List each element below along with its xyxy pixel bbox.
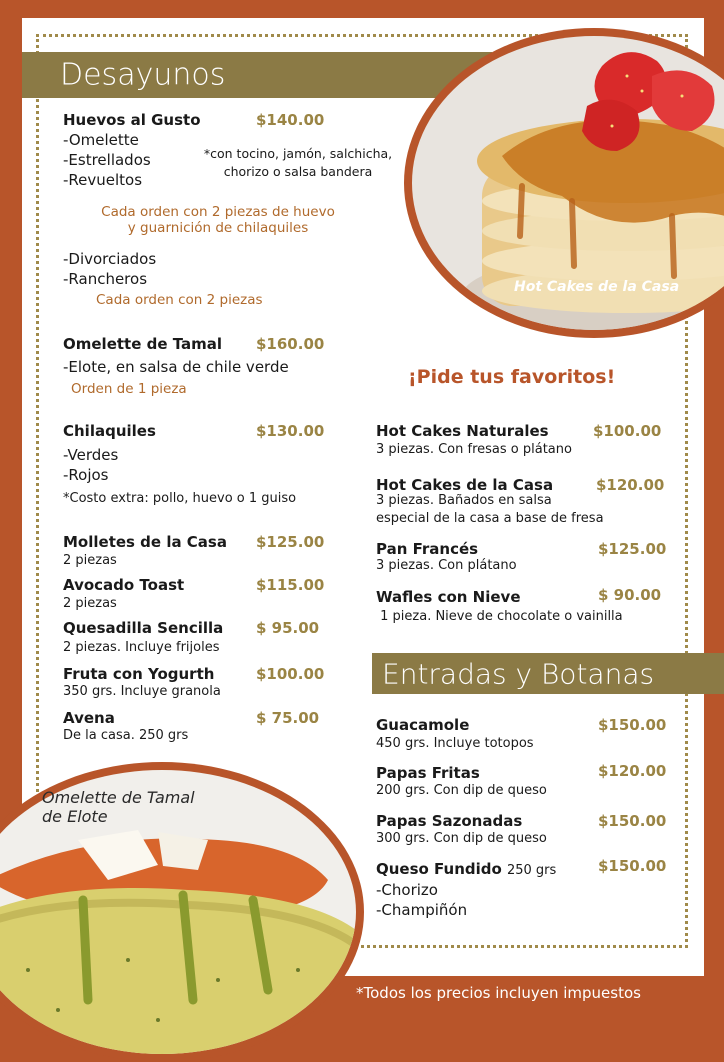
huevos-option: -Revueltos [63,171,143,189]
huevos-order-note [88,204,348,236]
omelette-caption-line: de Elote [42,807,108,826]
huevos-price: $140.00 [256,111,325,129]
favorito-name: Pan Francés [376,540,479,558]
entrada-price: $150.00 [598,716,667,734]
queso-fundido-price: $150.00 [598,857,667,875]
entradas-title: Entradas y Botanas [382,657,655,690]
menu-item-price: $ 75.00 [256,709,320,727]
queso-option: -Chorizo [376,881,438,899]
entradas-banner [372,653,724,694]
chilaquiles-price: $130.00 [256,422,325,440]
menu-item-price: $115.00 [256,576,325,594]
chilaquiles-option: -Rojos [63,466,109,484]
huevos-extras-line: *con tocino, jamón, salchicha, [203,146,393,161]
huevos-option: -Estrellados [63,151,151,169]
menu-item-desc: 350 grs. Incluye granola [63,684,221,699]
huevos-option: -Rancheros [63,270,148,288]
favorito-desc: 1 pieza. Nieve de chocolate o vainilla [376,609,623,624]
favoritos-title: ¡Pide tus favoritos! [408,366,616,388]
omelette-caption [42,788,195,826]
favorito-desc: especial de la casa a base de fresa [376,511,604,526]
menu-item-price: $125.00 [256,533,325,551]
entrada-price: $150.00 [598,812,667,830]
favorito-desc: 3 piezas. Con plátano [376,558,517,573]
huevos-order-note-2: Cada orden con 2 piezas [96,292,263,308]
entrada-desc: 300 grs. Con dip de queso [376,831,547,846]
menu-item-desc: 2 piezas. Incluye frijoles [63,640,220,655]
huevos-order-line: y guarnición de chilaquiles [127,220,309,236]
favorito-price: $125.00 [598,540,667,558]
favorito-price: $120.00 [596,476,665,494]
huevos-extras-note [196,145,400,181]
menu-item-name: Avena [63,709,115,727]
huevos-order-line: Cada orden con 2 piezas de huevo [101,204,335,220]
desayunos-banner [22,52,492,98]
menu-item-name: Fruta con Yogurth [63,665,215,683]
favorito-name: Wafles con Nieve [376,588,521,606]
omelette-tamal-note: Orden de 1 pieza [71,381,187,397]
entrada-desc: 450 grs. Incluye totopos [376,736,534,751]
queso-fundido-weight: 250 grs [506,863,557,878]
menu-item-desc: 2 piezas [63,596,117,611]
entrada-name: Papas Fritas [376,764,480,782]
entrada-desc: 200 grs. Con dip de queso [376,783,547,798]
entrada-name: Papas Sazonadas [376,812,523,830]
menu-item-name: Avocado Toast [63,576,185,594]
entrada-name: Guacamole [376,716,470,734]
entrada-price: $120.00 [598,762,667,780]
chilaquiles-name: Chilaquiles [63,422,156,440]
favorito-price: $100.00 [593,422,662,440]
queso-fundido-row [376,859,556,878]
menu-item-desc: De la casa. 250 grs [63,728,189,743]
menu-item-price: $ 95.00 [256,619,320,637]
menu-item-name: Quesadilla Sencilla [63,619,224,637]
queso-fundido-name: Queso Fundido [376,860,502,878]
omelette-caption-line: Omelette de Tamal [42,788,195,807]
huevos-name: Huevos al Gusto [63,111,201,129]
huevos-option: -Divorciados [63,250,157,268]
hotcakes-caption: Hot Cakes de la Casa [514,279,680,295]
footer-note: *Todos los precios incluyen impuestos [356,984,641,1002]
menu-item-name: Molletes de la Casa [63,533,227,551]
omelette-tamal-desc: -Elote, en salsa de chile verde [63,358,289,376]
menu-item-price: $100.00 [256,665,325,683]
omelette-tamal-price: $160.00 [256,335,325,353]
favorito-desc: 3 piezas. Con fresas o plátano [376,442,572,457]
desayunos-title: Desayunos [60,57,226,93]
omelette-tamal-name: Omelette de Tamal [63,335,223,353]
menu-item-desc: 2 piezas [63,553,117,568]
favorito-name: Hot Cakes Naturales [376,422,549,440]
favorito-desc: 3 piezas. Bañados en salsa [376,493,552,508]
huevos-extras-line: chorizo o salsa bandera [223,164,373,179]
queso-option: -Champiñón [376,901,468,919]
favorito-price: $ 90.00 [598,586,662,604]
favorito-name: Hot Cakes de la Casa [376,476,554,494]
chilaquiles-note: *Costo extra: pollo, huevo o 1 guiso [63,491,297,506]
chilaquiles-option: -Verdes [63,446,119,464]
huevos-option: -Omelette [63,131,139,149]
